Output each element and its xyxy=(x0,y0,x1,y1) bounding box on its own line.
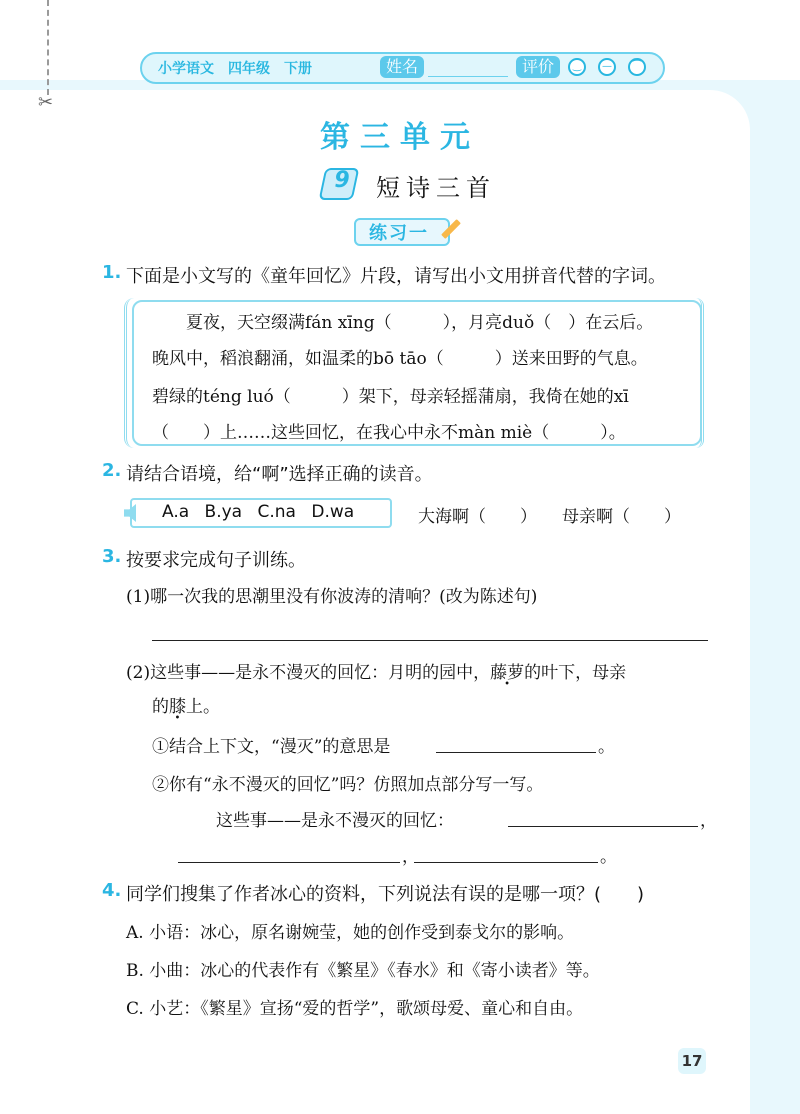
q3-sub-2 xyxy=(126,658,626,683)
q2-item-2[interactable]: 母亲啊（ ） xyxy=(562,507,681,527)
q3-sub-1: (1)哪一次我的思潮里没有你波涛的清响？(改为陈述句) xyxy=(126,587,538,607)
name-field[interactable] xyxy=(428,76,508,77)
q3-part-2: ②你有“永不漫灭的回忆”吗？仿照加点部分写一写。 xyxy=(152,775,544,795)
q3-part-2-line-2[interactable] xyxy=(178,862,400,863)
q3-prompt: 按要求完成句子训练。 xyxy=(126,550,306,571)
name-label: 姓名 xyxy=(380,56,424,78)
q3-sub-2-dotted-end: 的膝上 xyxy=(152,697,203,717)
lesson-title: 短诗三首 xyxy=(376,174,496,202)
q4-option-c: C. 小艺：《繁星》宣扬“爱的哲学”，歌颂母爱、童心和自由。 xyxy=(126,999,584,1019)
q3-number: 3. xyxy=(102,546,122,567)
q1-line-2: 晚风中，稻浪翻涌，如温柔的bō tāo（ ）送来田野的气息。 xyxy=(152,349,648,369)
q4-prompt[interactable]: 同学们搜集了作者冰心的资料，下列说法有误的是哪一项？( ) xyxy=(126,884,645,905)
unit-title: 第三单元 xyxy=(320,120,480,155)
q2-item-1[interactable]: 大海啊（ ） xyxy=(418,507,537,527)
q2-number: 2. xyxy=(102,460,122,481)
q3-model: 这些事——是永不漫灭的回忆： xyxy=(216,811,454,831)
scissors-icon: ✂ xyxy=(38,92,54,113)
q2-options: A.a B.ya C.na D.wa xyxy=(162,502,355,522)
sad-face-icon[interactable]: ⁀ xyxy=(628,58,646,76)
header-volume: 下册 xyxy=(284,61,312,77)
q3-part-1-prefix: ①结合上下文，“漫灭”的意思是 xyxy=(152,737,391,757)
q1-line-3: 碧绿的téng luó（ ）架下，母亲轻摇蒲扇，我倚在她的xī xyxy=(152,387,629,407)
q3-sub-2-period: 。 xyxy=(203,697,220,717)
header-grade: 四年级 xyxy=(228,61,270,77)
q4-option-b: B. 小曲：冰心的代表作有《繁星》《春水》和《寄小读者》等。 xyxy=(126,961,600,981)
q1-line-4: （ ）上……这些回忆，在我心中永不màn miè（ ）。 xyxy=(152,423,626,443)
q1-prompt: 下面是小文写的《童年回忆》片段，请写出小文用拼音代替的字词。 xyxy=(126,266,666,287)
smile-face-icon[interactable]: ‿ xyxy=(568,58,586,76)
q3-part-1-line[interactable] xyxy=(436,752,596,753)
practice-label: 练习一 xyxy=(369,223,429,244)
q4-option-a: A. 小语：冰心，原名谢婉莹，她的创作受到泰戈尔的影响。 xyxy=(126,923,575,943)
q3-part-2-line-3[interactable] xyxy=(414,862,598,863)
scroll-right-curl xyxy=(688,298,704,448)
page-number: 17 xyxy=(678,1048,706,1074)
scroll-left-curl xyxy=(124,298,148,448)
q3-sub-2-lead: (2)这些事——是永不漫灭的回忆： xyxy=(126,663,389,683)
q3-sub-2-continued xyxy=(152,692,220,717)
q3-sub-2-dotted: 月明的园中，藤萝的叶下，母亲 • xyxy=(388,663,626,683)
q3-part-2-line-1[interactable] xyxy=(508,826,698,827)
q1-number: 1. xyxy=(102,262,122,283)
q3-comma-1: ， xyxy=(700,811,717,831)
q1-line-1: 夏夜，天空缀满fán xīng（ ），月亮duǒ（ ）在云后。 xyxy=(186,313,654,333)
rating-label: 评价 xyxy=(516,56,560,78)
q4-number: 4. xyxy=(102,880,122,901)
q3-comma-2: ， xyxy=(402,847,419,867)
q3-part-1-suffix: 。 xyxy=(598,737,615,757)
q3-end: 。 xyxy=(600,847,617,867)
lesson-number: 9 xyxy=(334,168,350,193)
q2-prompt: 请结合语境，给“啊”选择正确的读音。 xyxy=(126,464,433,485)
q3-answer-line-1[interactable] xyxy=(152,640,708,641)
header-subject: 小学语文 xyxy=(158,61,214,77)
cut-line xyxy=(47,0,49,95)
neutral-face-icon[interactable]: — xyxy=(598,58,616,76)
